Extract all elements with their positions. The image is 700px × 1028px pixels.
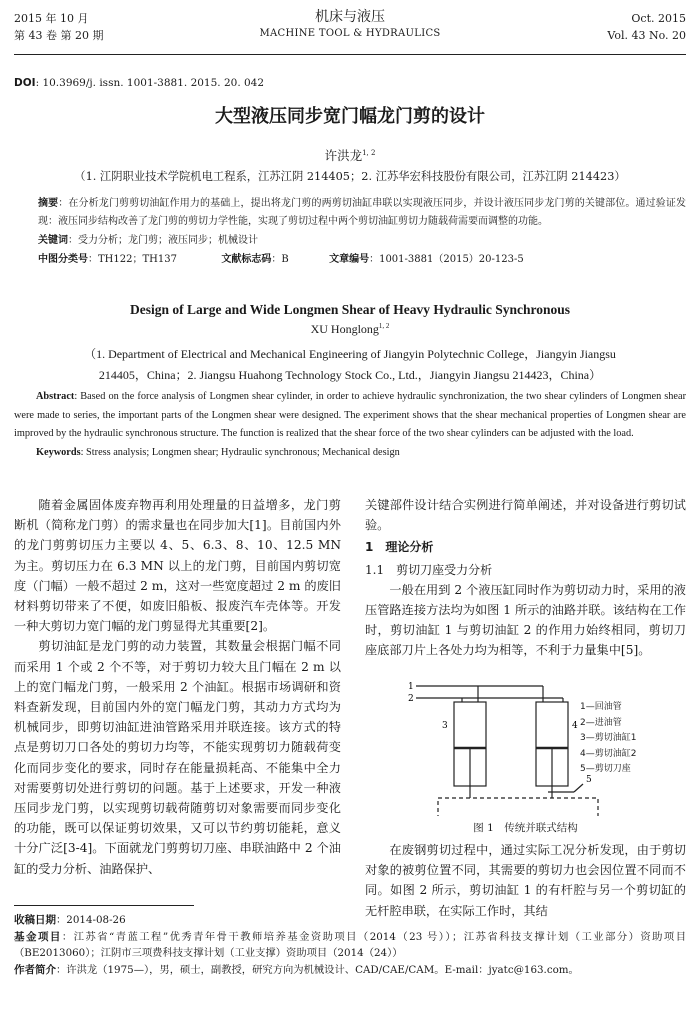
author-bio-label: 作者简介	[14, 963, 56, 976]
received-value: ：2014-08-26	[56, 914, 126, 926]
affiliation-en-1: （1. Department of Electrical and Mechanical Engineering of Jiangyin Polytechnic College，Jiangyin Jiangsu	[84, 347, 616, 361]
body-right-paragraph-2: 在废钢剪切过程中，通过实际工况分析发现，由于剪切对象的被剪位置不同，其需要的剪切力也会因位置不同而不同。如图 2 所示，剪切油缸 1 的有杆腔与另一个剪切缸的无杆腔串联，在实际工作时，其结	[365, 843, 686, 918]
figure-1-legend	[580, 700, 636, 778]
abstract-en-label: Abstract	[36, 391, 75, 402]
body-right-column-cont	[365, 840, 686, 921]
fig1-legend-item: 5—剪切刀座	[580, 764, 631, 774]
body-right-paragraph-0: 关键部件设计结合实例进行简单阐述，并对设备进行剪切试验。	[365, 498, 686, 533]
abstract-cn	[38, 195, 686, 268]
author-en-sup: 1, 2	[378, 322, 390, 330]
fig1-label-2: 2	[408, 694, 414, 704]
footnote-rule	[14, 905, 194, 906]
abstract-cn-label: 摘要	[38, 198, 59, 209]
body-right-paragraph-1: 一般在用到 2 个液压缸同时作为剪切动力时，采用的液压管路连接方法均为如图 1 所示的油路并联。该结构在工作时，剪切油缸 1 与剪切油缸 2 的作用力始终相同，剪切刀座底部刀片上各处力均为相等，不利于力量集中[5]。	[365, 582, 686, 658]
fund-label: 基金项目	[14, 930, 62, 943]
abstract-en-text: : Based on the force analysis of Longmen shear cylinder, in order to achieve hydraulic synchronization, the two shear cylinders of Longmen shear were made to series, the important parts of the Longmen shear were designed. The experiment shows that the shear mechanical properties of Longmen shear are improved by the hydraulic synchronous structure. The function is realized that the shear force of the two shear cylinders can be adjusted with the load.	[14, 391, 686, 439]
keywords-cn-text: ：受力分析；龙门剪；液压同步；机械设计	[68, 235, 258, 246]
affiliation-en-2: 214405，China；2. Jiangsu Huahong Technology Stock Co., Ltd.，Jiangyin Jiangsu 214423，China）	[98, 368, 602, 382]
header-date-cn: 2015 年 10 月	[14, 12, 89, 25]
clc-value: ：TH122；TH137	[88, 253, 177, 265]
classification-line	[38, 251, 686, 269]
keywords-cn-label: 关键词	[38, 235, 68, 246]
paper-title-cn: 大型液压同步宽门幅龙门剪的设计	[215, 106, 485, 127]
author-cn-line	[0, 146, 700, 164]
body-left-paragraph-1: 随着金属固体废弃物再利用处理量的日益增多，龙门剪断机（简称龙门剪）的需求量也在同步加大[1]。目前国内外的龙门剪剪切压力主要以 4、5、6.3、8、10、12.5 MN 为主。剪切压力在 6.3 MN 以上的龙门剪，目前国内剪切宽度（门幅）一般不超过 2 m，这对一些宽度超过 2 m 的废旧材料剪切带来了不便，如废旧船板、报废汽车壳体等。开发一种大剪切力宽门幅的龙门剪显得尤其重要[2]。	[14, 498, 341, 634]
author-bio-value: ：许洪龙（1975—），男，硕士，副教授，研究方向为机械设计、CAD/CAE/CAM。E-mail：jyatc@163.com。	[56, 963, 579, 976]
doi-label: DOI	[14, 77, 36, 89]
doc-code-value: ：B	[271, 253, 289, 265]
article-no-label: 文章编号	[329, 253, 370, 265]
received-label: 收稿日期	[14, 914, 56, 926]
header-volume-en: Vol. 43 No. 20	[607, 29, 686, 42]
body-left-column	[14, 495, 341, 879]
author-cn-sup: 1, 2	[362, 148, 376, 157]
clc-label: 中图分类号	[38, 253, 88, 265]
header-journal	[200, 8, 500, 42]
abstract-cn-text: ：在分析龙门剪剪切油缸作用力的基础上，提出将龙门剪的两剪切油缸串联以实现液压同步，并设计液压同步龙门剪的关键部位。通过验证发现：液压同步结构改善了龙门剪的剪切力学性能，实现了剪切过程中两个剪切油缸剪切力随载荷需要而调整的功能。	[38, 198, 687, 227]
figure-1-caption: 图 1 传统并联式结构	[473, 822, 578, 834]
header-volume-cn: 第 43 卷 第 20 期	[14, 29, 104, 42]
body-left-paragraph-2: 剪切油缸是龙门剪的动力装置，其数量会根据门幅不同而采用 1 个或 2 个不等，对于剪切力较大且门幅在 2 m 以上的宽门幅龙门剪，一般采用 2 个油缸。根据市场调研和资料查新发现，目前国内外的宽门幅龙门剪，其动力方式均为机械同步，即剪切油缸进油管路采用并联连接。该方式的特点是剪切刀口各处的剪切力均等，不能实现剪切力随载荷变化而同步变化的要求，同时存在能量损耗高、不能集中全力对需要剪切处进行剪切的问题。基于上述要求，开发一种液压同步龙门剪，以实现剪切载荷随剪切对象需要而同步变化的功能，既可以保证剪切效果，又可以节约剪切能耗，意义十分广泛[3-4]。下面就龙门剪剪切刀座、串联油路中 2 个油缸的受力分析、油路保护、	[14, 639, 341, 876]
paper-title-en: Design of Large and Wide Longmen Shear of Heavy Hydraulic Synchronous	[129, 302, 571, 317]
journal-name-en: MACHINE TOOL & HYDRAULICS	[259, 28, 441, 39]
section-1-1-heading: 1.1 剪切刀座受力分析	[365, 562, 493, 577]
author-en-line	[0, 322, 700, 337]
fig1-label-5: 5	[586, 775, 592, 785]
fig1-legend-item: 4—剪切油缸2	[580, 748, 637, 759]
affiliation-cn: （1. 江阴职业技术学院机电工程系，江苏江阴 214405；2. 江苏华宏科技股份有限公司，江苏江阴 214423）	[74, 170, 626, 183]
section-1-heading: 1 理论分析	[365, 540, 434, 555]
abstract-en	[14, 388, 686, 462]
author-en: XU Honglong	[310, 322, 379, 336]
fund-value: ：江苏省“青蓝工程”优秀青年骨干教师培养基金资助项目（2014（23 号））；江苏省科技支撑计划（工业部分）资助项目（BE2013060）；江阴市三项费科技支撑计划（工业支撑）资助项目（2014（24））	[14, 930, 686, 959]
doi-value: : 10.3969/j. issn. 1001-3881. 2015. 20. 042	[35, 77, 265, 89]
figure-1-diagram	[398, 680, 686, 816]
doc-code-label: 文献标志码	[221, 253, 272, 265]
fig1-legend-item: 3—剪切油缸1	[580, 733, 637, 743]
header-left	[14, 10, 103, 44]
doi-line	[14, 77, 264, 89]
fig1-label-1: 1	[408, 682, 414, 692]
fig1-legend-item: 1—回油管	[580, 702, 622, 712]
keywords-en-text: : Stress analysis; Longmen shear; Hydraulic synchronous; Mechanical design	[80, 446, 400, 458]
fig1-label-4: 4	[572, 721, 578, 731]
figure-1	[398, 680, 686, 816]
keywords-en-label: Keywords	[36, 446, 81, 458]
author-cn: 许洪龙	[324, 148, 363, 163]
body-right-column	[365, 495, 686, 661]
footnote	[14, 912, 686, 978]
journal-name-cn: 机床与液压	[315, 9, 385, 25]
header-right	[607, 10, 686, 44]
header-date-en: Oct. 2015	[631, 12, 686, 25]
fig1-legend-item: 2—进油管	[580, 717, 622, 728]
header-rule	[14, 54, 686, 55]
fig1-label-3: 3	[442, 721, 448, 731]
article-no-value: ：1001-3881（2015）20-123-5	[369, 253, 524, 265]
